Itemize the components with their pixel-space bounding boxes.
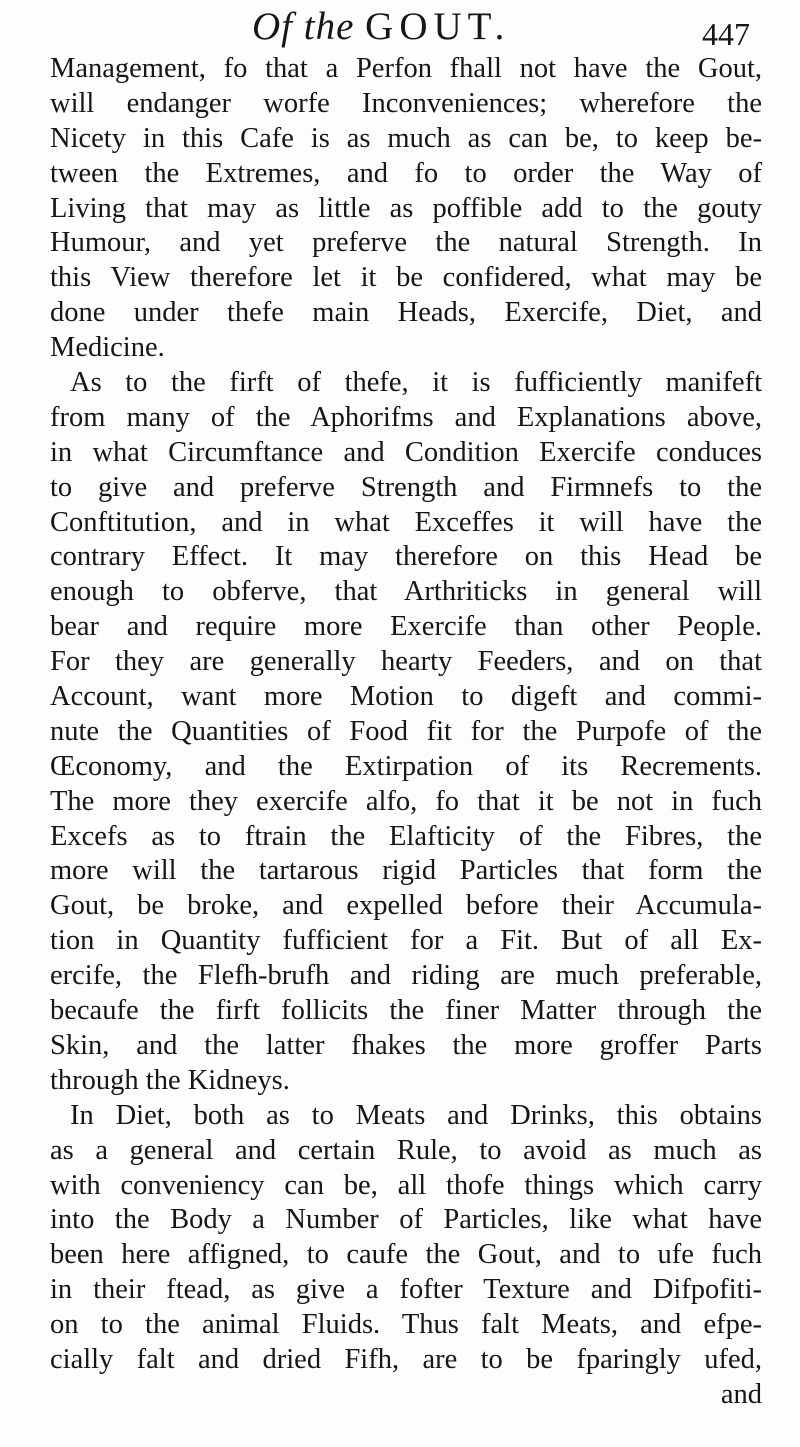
text-line: as a general and certain Rule, to avoid as much as [50,1134,762,1166]
text-line: contrary Effect. It may therefore on this Head be [50,541,762,573]
text-line: in what Circumftance and Condition Exercife conduces [50,436,762,468]
body-text [50,52,762,1413]
text-line: been here affigned, to caufe the Gout, and to ufe fuch [50,1239,762,1271]
text-line: becaufe the firft follicits the finer Matter through the [50,995,762,1027]
text-line: Gout, be broke, and expelled before their Accumula- [50,890,762,922]
text-line: through the Kidneys. [50,1064,290,1096]
text-line: Skin, and the latter fhakes the more groffer Parts [50,1029,762,1061]
running-head [0,2,800,58]
text-line: The more they exercife alfo, fo that it be not in fuch [50,785,762,817]
text-line: done under thefe main Heads, Exercife, Diet, and [50,297,762,329]
text-line: tween the Extremes, and fo to order the Way of [50,157,762,189]
paragraph-start-line: In Diet, both as to Meats and Drinks, this obtains [70,1099,762,1131]
text-line: Living that may as little as poffible add to the gouty [50,192,762,224]
paragraph-start-line: As to the firft of thefe, it is fufficiently manifeft [70,367,762,399]
page-number: 447 [702,16,750,52]
text-line: Humour, and yet preferve the natural Strength. In [50,227,762,259]
text-line: will endanger worfe Inconveniences; wherefore the [50,87,762,119]
text-line: Nicety in this Cafe is as much as can be, to keep be- [50,122,762,154]
text-line: Account, want more Motion to digeft and commi- [50,681,762,713]
text-line: Management, fo that a Perfon fhall not have the Gout, [50,53,762,84]
text-line: enough to obferve, that Arthriticks in general will [50,576,762,608]
running-head-title [252,2,510,52]
text-line: For they are generally hearty Feeders, and on that [50,646,762,678]
text-line: Excefs as to ftrain the Elafticity of the Fibres, the [50,820,762,852]
text-line: nute the Quantities of Food fit for the Purpofe of the [50,715,762,747]
running-head-caps: GOUT. [365,5,511,48]
text-line: into the Body a Number of Particles, like what have [50,1204,762,1236]
text-line: cially falt and dried Fifh, are to be fparingly ufed, [50,1343,762,1375]
text-line: bear and require more Exercife than other People. [50,611,762,643]
text-line: Œconomy, and the Extirpation of its Recrements. [50,750,762,782]
running-head-italic: Of the [252,5,355,48]
text-line: tion in Quantity fufficient for a Fit. But of all Ex- [50,925,762,957]
text-line: from many of the Aphorifms and Explanations above, [50,401,762,433]
catchword: and [720,1378,762,1410]
text-line: this View therefore let it be confidered, what may be [50,262,762,294]
text-line: to give and preferve Strength and Firmnefs to the [50,471,762,503]
text-line: Medicine. [50,332,165,364]
text-line: on to the animal Fluids. Thus falt Meats, and efpe- [50,1309,762,1341]
text-line: Conftitution, and in what Exceffes it will have the [50,506,762,538]
text-line: in their ftead, as give a fofter Texture and Difpofiti- [50,1274,762,1306]
text-line: more will the tartarous rigid Particles that form the [50,855,762,887]
text-line: with conveniency can be, all thofe things which carry [50,1169,762,1201]
text-line: ercife, the Flefh-brufh and riding are much preferable, [50,960,762,992]
